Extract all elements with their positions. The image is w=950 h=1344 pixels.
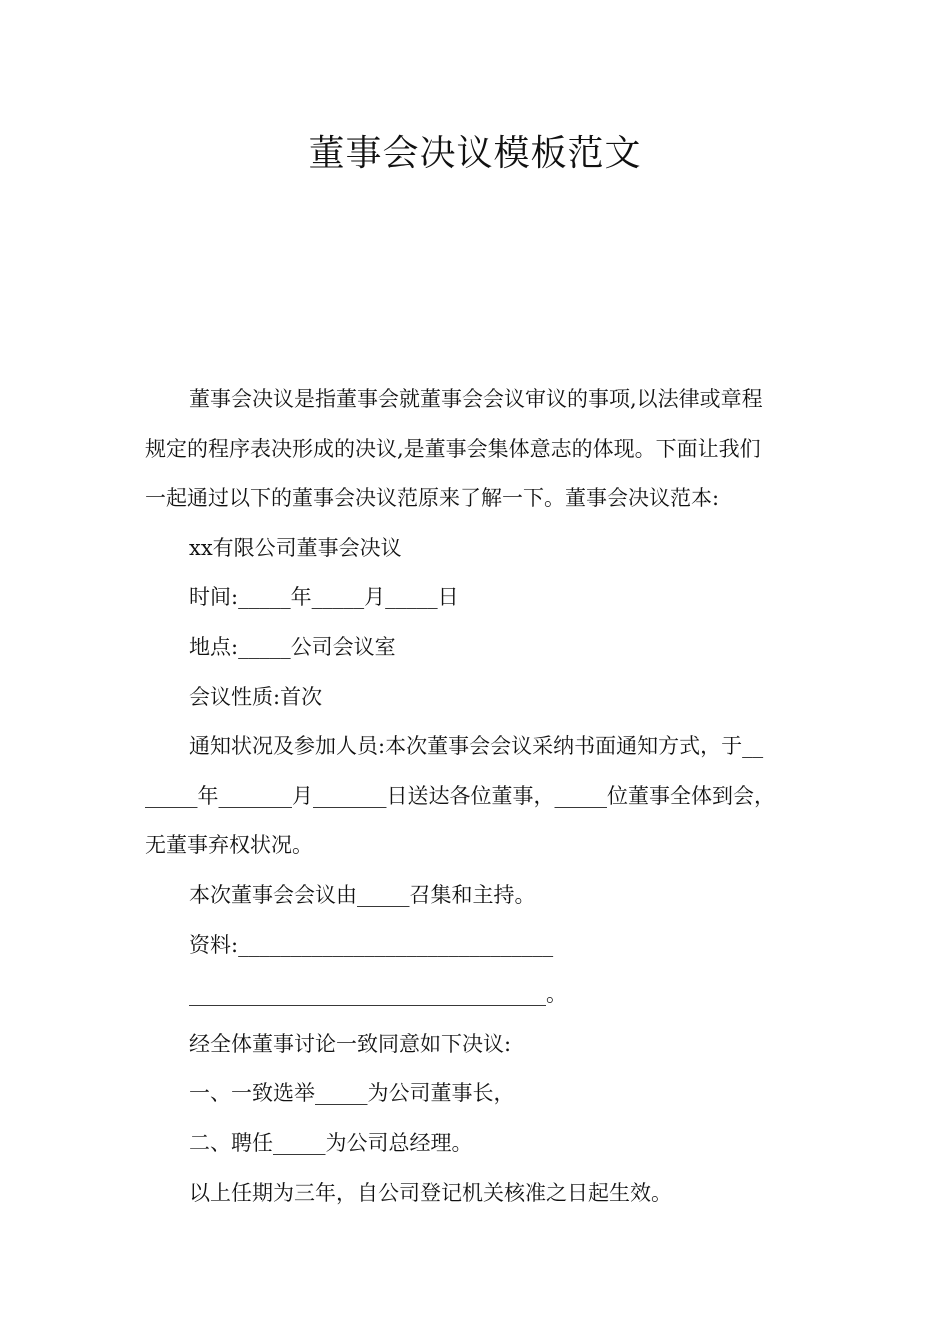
notice-line-3: 无董事弃权状况。 [145, 833, 313, 858]
resolution-item-1: 一、一致选举_____为公司董事长， [189, 1081, 515, 1106]
convener-line: 本次董事会会议由_____召集和主持。 [189, 882, 536, 907]
intro-line-3: 一起通过以下的董事会决议范原来了解一下。董事会决议范本: [145, 486, 720, 511]
meeting-nature-line: 会议性质:首次 [189, 684, 323, 709]
resolution-item-2: 二、聘任_____为公司总经理。 [189, 1130, 473, 1155]
notice-line-1: 通知状况及参加人员:本次董事会会议采纳书面通知方式，于__ [189, 734, 764, 759]
location-line: 地点:_____公司会议室 [189, 634, 396, 659]
resolution-heading: xx有限公司董事会决议 [189, 535, 402, 560]
intro-line-1: 董事会决议是指董事会就董事会会议审议的事项,以法律或章程 [189, 387, 763, 411]
document-body [145, 375, 825, 1218]
materials-line-2: __________________________________。 [189, 982, 567, 1007]
term-line: 以上任期为三年，自公司登记机关核准之日起生效。 [189, 1180, 672, 1205]
document-title: 董事会决议模板范文 [308, 133, 642, 174]
resolution-intro: 经全体董事讨论一致同意如下决议: [189, 1031, 512, 1056]
intro-line-2: 规定的程序表决形成的决议,是董事会集体意志的体现。下面让我们 [145, 436, 761, 461]
time-line: 时间:_____年_____月_____日 [189, 585, 459, 610]
materials-line-1: 资料:______________________________ [189, 932, 554, 957]
notice-line-2: _____年_______月_______日送达各位董事，_____位董事全体到会， [145, 783, 775, 808]
